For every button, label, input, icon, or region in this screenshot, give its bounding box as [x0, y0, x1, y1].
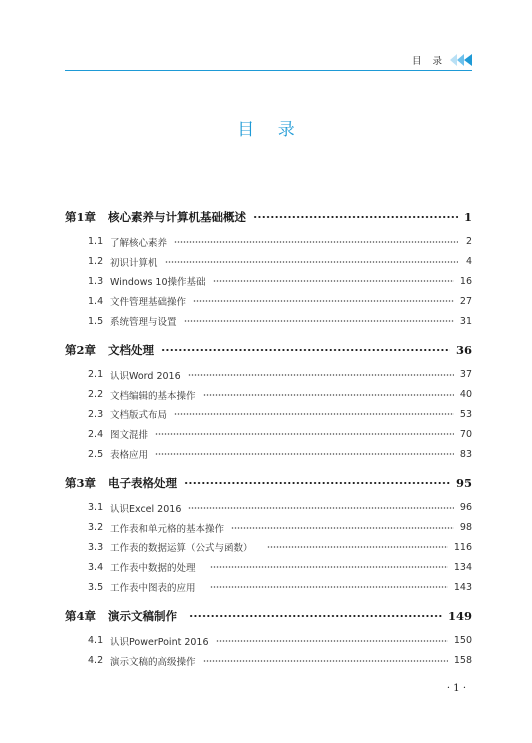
section-number: 2.5 [88, 448, 104, 460]
dot-leader [189, 614, 442, 618]
section-page-number: 27 [459, 295, 472, 307]
dot-leader [188, 506, 454, 510]
section-title: 工作表和单元格的基本操作 [110, 523, 225, 535]
section-page-number: 96 [459, 502, 472, 514]
toc-section-row [65, 651, 472, 671]
section-page-number: 4 [465, 256, 472, 268]
chapter-page-number: 36 [455, 342, 472, 357]
section-title: 文件管理基础操作 [110, 297, 187, 309]
chapter-page-number: 149 [447, 608, 472, 623]
toc-section-row [65, 498, 472, 518]
section-number: 3.3 [88, 541, 104, 553]
section-number: 4.2 [88, 655, 104, 667]
dot-leader [203, 393, 454, 397]
toc-section-row [65, 444, 472, 464]
section-page-number: 37 [459, 369, 472, 381]
header-rule [65, 70, 472, 71]
dot-leader [231, 526, 454, 530]
running-title: 目 录 [411, 56, 446, 67]
table-of-contents [65, 207, 472, 671]
chapter-page-number: 1 [463, 210, 472, 224]
dot-leader [203, 659, 448, 663]
section-page-number: 150 [453, 635, 472, 647]
dot-leader [210, 565, 448, 569]
toc-section-row [65, 538, 472, 558]
chapter-page-number: 95 [455, 475, 472, 490]
chapter-number: 第3章 [65, 475, 97, 490]
page-title: 目 录 [237, 120, 304, 140]
section-number: 1.5 [88, 315, 104, 327]
section-page-number: 83 [459, 448, 472, 460]
section-title: 认识Word 2016 [110, 370, 181, 382]
section-page-number: 158 [453, 655, 472, 667]
toc-chapter-row [65, 207, 472, 227]
section-number: 2.2 [88, 389, 104, 401]
section-title: 演示文稿的高级操作 [110, 656, 196, 668]
dot-leader [193, 299, 454, 303]
dot-leader [267, 545, 448, 549]
section-title: 初识计算机 [110, 257, 158, 269]
chapter-title: 电子表格处理 [108, 475, 177, 490]
dot-leader [253, 215, 458, 219]
section-title: 认识Excel 2016 [110, 503, 182, 515]
section-number: 1.1 [88, 236, 104, 248]
dot-leader [161, 348, 450, 352]
section-number: 2.4 [88, 428, 104, 440]
chapter-number: 第2章 [65, 342, 97, 357]
section-title: 工作表中数据的处理 [110, 563, 196, 575]
dot-leader [174, 240, 458, 244]
section-title: 文档版式布局 [110, 410, 168, 422]
toc-section-row [65, 577, 472, 597]
section-page-number: 31 [459, 315, 472, 327]
toc-section-row [65, 232, 472, 252]
toc-section-row [65, 311, 472, 331]
section-title: 认识PowerPoint 2016 [110, 636, 209, 648]
section-number: 3.1 [88, 502, 104, 514]
section-number: 3.2 [88, 522, 104, 534]
section-page-number: 143 [453, 581, 472, 593]
running-head [412, 53, 472, 67]
toc-section-row [65, 424, 472, 444]
section-number: 3.4 [88, 561, 104, 573]
dot-leader [213, 279, 454, 283]
dot-leader [216, 639, 448, 643]
dot-leader [165, 260, 458, 264]
dot-leader [155, 432, 454, 436]
toc-section-row [65, 252, 472, 272]
chapter-number: 第4章 [65, 608, 97, 623]
chapter-number: 第1章 [65, 210, 97, 224]
dot-leader [184, 319, 454, 323]
section-title: 工作表的数据运算（公式与函数） [110, 543, 253, 555]
section-title: 文档编辑的基本操作 [110, 390, 196, 402]
dot-leader [188, 373, 454, 377]
section-number: 1.4 [88, 295, 104, 307]
section-title: Windows 10操作基础 [110, 277, 206, 289]
chapter-title: 文档处理 [108, 342, 154, 357]
chapter-block [65, 473, 472, 597]
chapter-block [65, 207, 472, 331]
toc-chapter-row [65, 340, 472, 360]
section-title: 了解核心素养 [110, 237, 168, 249]
toc-section-row [65, 518, 472, 538]
toc-section-row [65, 291, 472, 311]
section-page-number: 116 [453, 541, 472, 553]
chapter-title: 核心素养与计算机基础概述 [108, 210, 246, 224]
section-page-number: 70 [459, 428, 472, 440]
dot-leader [174, 412, 454, 416]
section-page-number: 40 [459, 389, 472, 401]
chapter-title: 演示文稿制作 [108, 608, 177, 623]
toc-chapter-row [65, 606, 472, 626]
toc-chapter-row [65, 473, 472, 493]
section-number: 2.1 [88, 369, 104, 381]
dot-leader [210, 585, 448, 589]
section-title: 工作表中图表的应用 [110, 583, 196, 595]
dot-leader [184, 481, 450, 485]
section-page-number: 53 [459, 408, 472, 420]
section-page-number: 98 [459, 522, 472, 534]
toc-section-row [65, 557, 472, 577]
section-page-number: 16 [459, 275, 472, 287]
section-number: 2.3 [88, 408, 104, 420]
page-number-footer: · 1 · [446, 683, 466, 694]
toc-section-row [65, 385, 472, 405]
section-page-number: 2 [465, 236, 472, 248]
section-number: 4.1 [88, 635, 104, 647]
section-title: 图文混排 [110, 430, 149, 442]
dot-leader [155, 452, 454, 456]
chapter-block [65, 606, 472, 671]
toc-section-row [65, 631, 472, 651]
chapter-block [65, 340, 472, 464]
section-title: 系统管理与设置 [110, 317, 177, 329]
toc-section-row [65, 272, 472, 292]
section-number: 1.3 [88, 275, 104, 287]
section-number: 3.5 [88, 581, 104, 593]
toc-section-row [65, 405, 472, 425]
toc-section-row [65, 365, 472, 385]
section-title: 表格应用 [110, 450, 149, 462]
triangle-chevrons-icon [450, 54, 472, 66]
section-page-number: 134 [453, 561, 472, 573]
section-number: 1.2 [88, 256, 104, 268]
